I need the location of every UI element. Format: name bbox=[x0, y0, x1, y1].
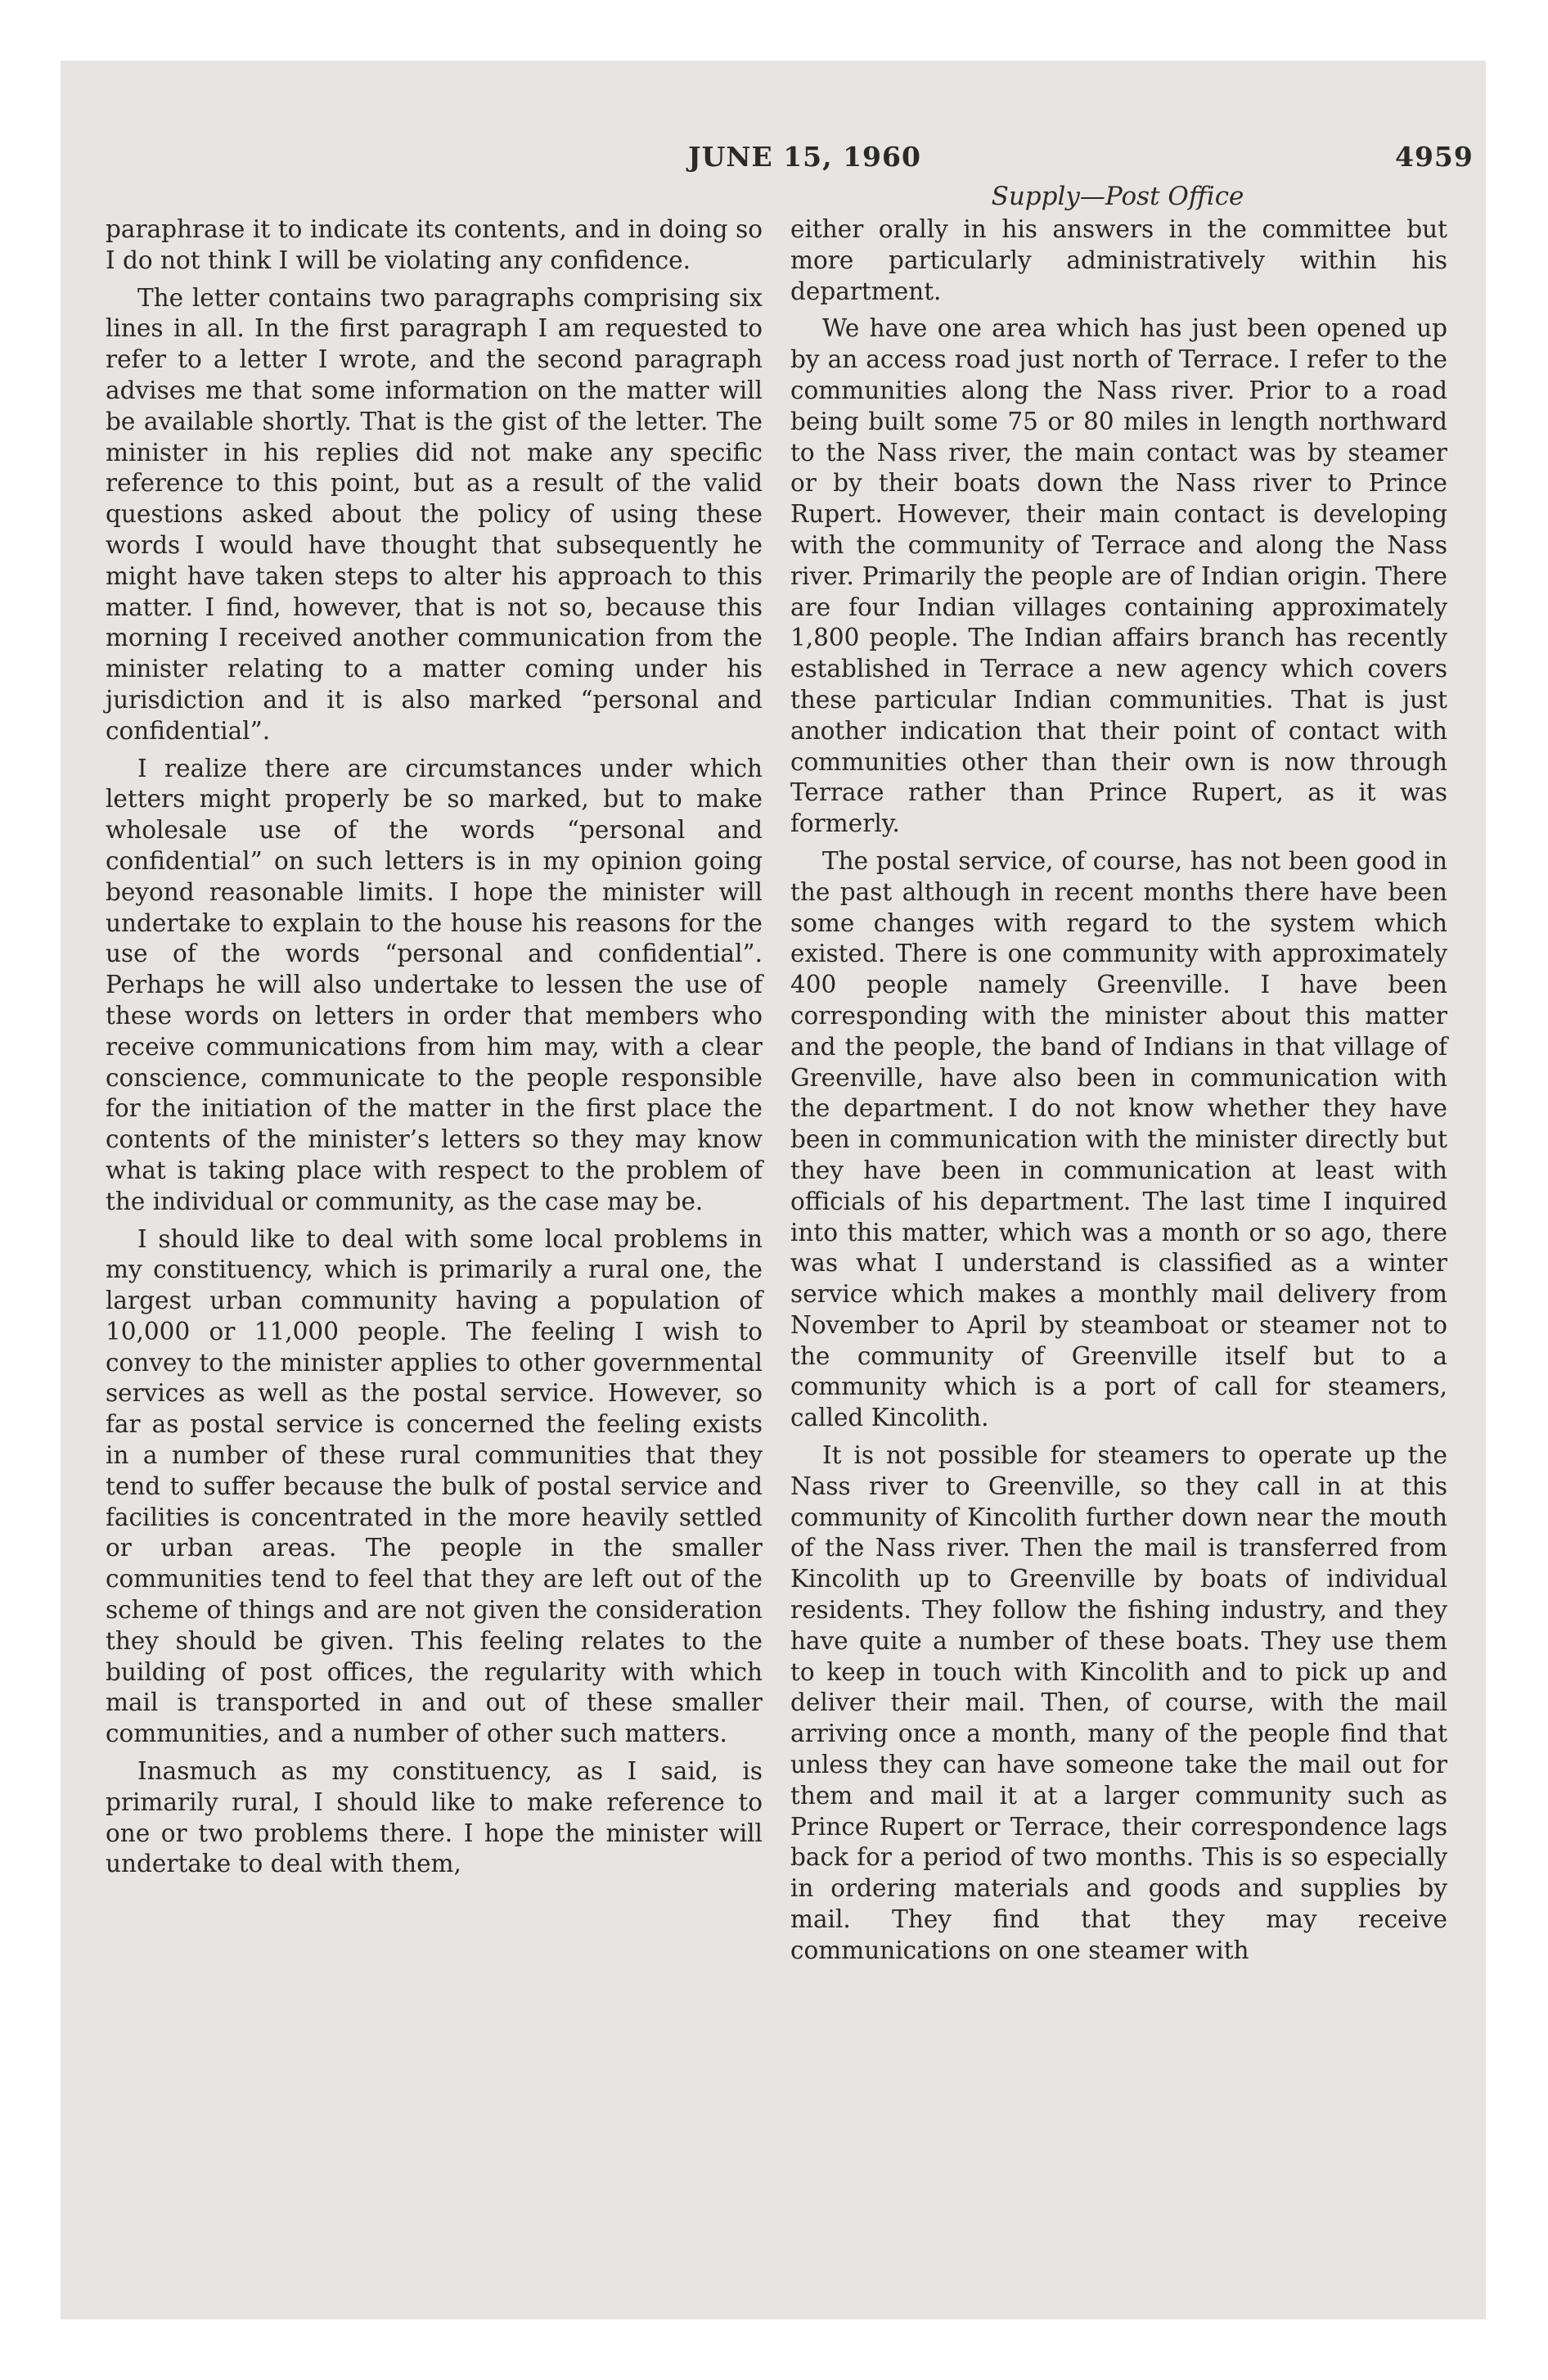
left-column bbox=[106, 214, 763, 1886]
paragraph: paraphrase it to indicate its contents, and in doing so I do not think I will be violating any confidence. bbox=[106, 215, 763, 274]
paragraph: We have one area which has just been opened up by an access road just north of Terrace. I refer to the communities along the Nass river. Prior to a road being built some 75 or 80 miles in length northward to the Nass river, the main contact was by steamer or by their boats down the Nass river to Prince Rupert. However, their main contact is developing with the community of Terrace and along the Nass river. Primarily the people are of Indian origin. There are four Indian villages containing approximately 1,800 people. The Indian affairs branch has recently established in Terrace a new agency which covers these particular Indian communities. That is just another indication that their point of contact with communities other than their own is now through Terrace rather than Prince Rupert, as it was formerly. bbox=[790, 314, 1447, 838]
page-number: 4959 bbox=[1395, 141, 1474, 173]
running-head: Supply—Post Office bbox=[991, 182, 1244, 211]
paragraph: Inasmuch as my constituency, as I said, is primarily rural, I should like to make reference to one or two problems there. I hope the minister will undertake to deal with them, bbox=[106, 1757, 763, 1878]
right-column bbox=[790, 214, 1447, 1973]
paragraph: The postal service, of course, has not been good in the past although in recent months there have been some changes with regard to the system which existed. There is one community with approximately 400 people namely Greenville. I have been corresponding with the minister about this matter and the people, the band of Indians in that village of Greenville, have also been in communication with the department. I do not know whether they have been in communication with the minister directly but they have been in communication at least with officials of his department. The last time I inquired into this matter, which was a month or so ago, there was what I understand is classified as a winter service which makes a monthly mail delivery from November to April by steamboat or steamer not to the community of Greenville itself but to a community which is a port of call for steamers, called Kincolith. bbox=[790, 846, 1447, 1432]
paragraph: I realize there are circumstances under which letters might properly be so marked, but to make wholesale use of the words “personal and confidential” on such letters is in my opinion going beyond reasonable limits. I hope the minister will undertake to explain to the house his reasons for the use of the words “personal and confidential”. Perhaps he will also undertake to lessen the use of these words on letters in order that members who receive communications from him may, with a clear conscience, communicate to the people responsible for the initiation of the matter in the first place the contents of the minister’s letters so they may know what is taking place with respect to the problem of the individual or community, as the case may be. bbox=[106, 754, 763, 1215]
paragraph: The letter contains two paragraphs comprising six lines in all. In the first paragraph I am requested to refer to a letter I wrote, and the second paragraph advises me that some information on the matter will be available shortly. That is the gist of the letter. The minister in his replies did not make any specific reference to this point, but as a result of the valid questions asked about the policy of using these words I would have thought that subsequently he might have taken steps to alter his approach to this matter. I find, however, that is not so, because this morning I received another communication from the minister relating to a matter coming under his jurisdiction and it is also marked “personal and confidential”. bbox=[106, 283, 763, 745]
page-date-header: JUNE 15, 1960 bbox=[688, 141, 921, 173]
paragraph: either orally in his answers in the committee but more particularly administratively within his department. bbox=[790, 215, 1447, 305]
paragraph: It is not possible for steamers to operate up the Nass river to Greenville, so they call in at this community of Kincolith further down near the mouth of the Nass river. Then the mail is transferred from Kincolith up to Greenville by boats of individual residents. They follow the fishing industry, and they have quite a number of these boats. They use them to keep in touch with Kincolith and to pick up and deliver their mail. Then, of course, with the mail arriving once a month, many of the people find that unless they can have someone take the mail out for them and mail it at a larger community such as Prince Rupert or Terrace, their correspondence lags back for a period of two months. This is so especially in ordering materials and goods and supplies by mail. They find that they may receive communications on one steamer with bbox=[790, 1441, 1447, 1964]
paragraph: I should like to deal with some local problems in my constituency, which is primarily a rural one, the largest urban community having a population of 10,000 or 11,000 people. The feeling I wish to convey to the minister applies to other governmental services as well as the postal service. However, so far as postal service is concerned the feeling exists in a number of these rural communities that they tend to suffer because the bulk of postal service and facilities is concentrated in the more heavily settled or urban areas. The people in the smaller communities tend to feel that they are left out of the scheme of things and are not given the consideration they should be given. This feeling relates to the building of post offices, the regularity with which mail is transported in and out of these smaller communities, and a number of other such matters. bbox=[106, 1224, 763, 1748]
